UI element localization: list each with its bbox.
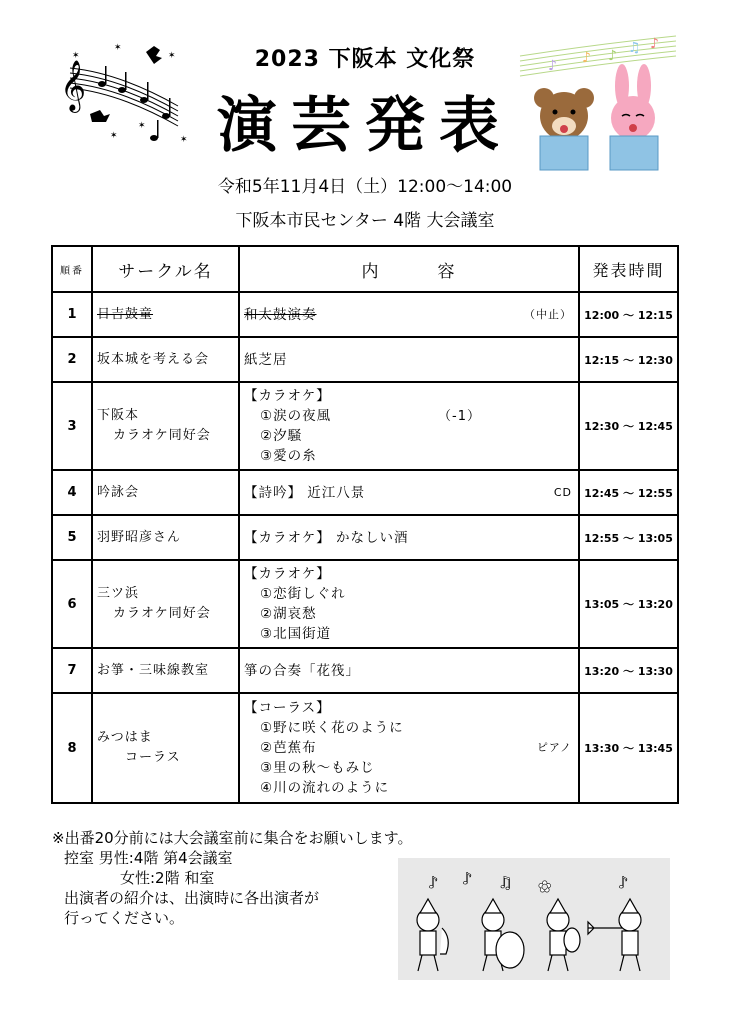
row-content (239, 648, 579, 693)
content-line: 和太鼓演奏 (244, 306, 317, 323)
content-line: ②芭蕉布 (260, 740, 317, 756)
footer-line: ※出番20分前には大会議室前に集合をお願いします。 (52, 829, 413, 847)
program-table (51, 245, 679, 804)
row-note: （-1） (438, 409, 481, 424)
row-no: 7 (52, 648, 92, 693)
content-line: ①涙の夜風 (260, 408, 332, 424)
footer-line: 女性:2階 和室 (120, 869, 215, 887)
row-time: 12:55 ～ 13:05 (579, 515, 678, 560)
table-row (52, 337, 678, 382)
row-note: （中止） (524, 307, 572, 321)
row-no: 1 (52, 292, 92, 337)
header-content: 内 容 (239, 246, 579, 292)
row-circle: 坂本城を考える会 (92, 337, 239, 382)
svg-text:♪: ♪ (608, 48, 617, 64)
content-line: ③里の秋～もみじ (260, 760, 375, 776)
row-time: 13:30 ～ 13:45 (579, 693, 678, 803)
content-line: 箏の合奏「花筏」 (244, 662, 360, 679)
svg-text:✶: ✶ (168, 51, 176, 61)
page-title: 演芸発表 (217, 91, 513, 161)
circle-line: みつはま (97, 730, 153, 745)
row-time: 12:15 ～ 12:30 (579, 337, 678, 382)
svg-text:♫: ♫ (498, 873, 513, 892)
event-venue: 下阪本市民センター 4階 大会議室 (235, 211, 495, 231)
row-no: 4 (52, 470, 92, 515)
marching-band-illustration (398, 858, 670, 980)
circle-line: カラオケ同好会 (113, 606, 211, 621)
row-no: 5 (52, 515, 92, 560)
row-time: 13:20 ～ 13:30 (579, 648, 678, 693)
content-line: ④川の流れのように (260, 780, 390, 796)
svg-text:♪: ♪ (428, 873, 439, 892)
table-row (52, 382, 678, 470)
row-circle: 日吉鼓童 (92, 292, 239, 337)
table-row (52, 560, 678, 648)
singing-animals-illustration (518, 32, 678, 172)
row-content (239, 337, 579, 382)
row-no: 2 (52, 337, 92, 382)
svg-text:♪: ♪ (650, 36, 659, 52)
row-no: 8 (52, 693, 92, 803)
row-no: 3 (52, 382, 92, 470)
footer-line: 出演者の紹介は、出演時に各出演者が (64, 889, 320, 907)
row-circle: 羽野昭彦さん (92, 515, 239, 560)
content-line: 【詩吟】 近江八景 (244, 484, 366, 501)
svg-text:𝄞: 𝄞 (60, 60, 87, 111)
circle-line: カラオケ同好会 (113, 428, 211, 443)
svg-text:✶: ✶ (72, 51, 80, 61)
event-date: 令和5年11月4日（土）12:00～14:00 (217, 177, 513, 197)
content-line: 【カラオケ】 (244, 388, 331, 404)
svg-text:✿: ✿ (538, 877, 552, 896)
row-content (239, 560, 579, 648)
table-row (52, 515, 678, 560)
header-time: 発表時間 (579, 246, 678, 292)
content-line: ①恋街しぐれ (260, 586, 346, 602)
row-circle (92, 560, 239, 648)
row-note: CD (553, 485, 572, 499)
svg-text:✶: ✶ (180, 135, 188, 145)
svg-text:♪: ♪ (462, 869, 473, 888)
row-circle: 吟詠会 (92, 470, 239, 515)
svg-text:♪: ♪ (548, 58, 557, 74)
row-content (239, 292, 579, 337)
row-content (239, 693, 579, 803)
event-subtitle: 2023 下阪本 文化祭 (254, 47, 476, 72)
footer-notes (52, 828, 413, 928)
row-content (239, 515, 579, 560)
table-header-row (52, 246, 678, 292)
circle-line: コーラス (125, 750, 181, 765)
table-row (52, 648, 678, 693)
table-row (52, 292, 678, 337)
circle-line: 下阪本 (97, 408, 140, 423)
circle-line: 三ツ浜 (97, 586, 140, 601)
table-row (52, 470, 678, 515)
row-note: ピアノ (536, 741, 572, 754)
row-circle (92, 382, 239, 470)
content-line: ②湖哀愁 (260, 606, 317, 622)
row-time: 12:45 ～ 12:55 (579, 470, 678, 515)
svg-text:♫: ♫ (628, 40, 641, 56)
row-time: 12:00 ～ 12:15 (579, 292, 678, 337)
content-line: 紙芝居 (244, 351, 288, 368)
content-line: 【コーラス】 (244, 700, 331, 716)
content-line: 【カラオケ】 かなしい酒 (244, 529, 409, 546)
content-line: 【カラオケ】 (244, 566, 331, 582)
svg-text:✶: ✶ (138, 121, 146, 131)
row-circle (92, 693, 239, 803)
svg-text:♪: ♪ (582, 50, 591, 66)
content-line: ③愛の糸 (260, 448, 317, 464)
footer-line: 控室 男性:4階 第4会議室 (64, 849, 233, 867)
header-no: 順番 (52, 246, 92, 292)
row-no: 6 (52, 560, 92, 648)
row-time: 12:30 ～ 12:45 (579, 382, 678, 470)
footer-line: 行ってください。 (64, 909, 185, 927)
svg-text:✶: ✶ (110, 131, 118, 141)
svg-text:♪: ♪ (618, 873, 629, 892)
row-circle: お箏・三味線教室 (92, 648, 239, 693)
row-time: 13:05 ～ 13:20 (579, 560, 678, 648)
row-content (239, 470, 579, 515)
svg-text:✶: ✶ (114, 43, 122, 53)
header-circle: サークル名 (92, 246, 239, 292)
row-content (239, 382, 579, 470)
content-line: ③北国街道 (260, 626, 332, 642)
content-line: ①野に咲く花のように (260, 720, 404, 736)
table-row (52, 693, 678, 803)
content-line: ②汐騒 (260, 428, 303, 444)
